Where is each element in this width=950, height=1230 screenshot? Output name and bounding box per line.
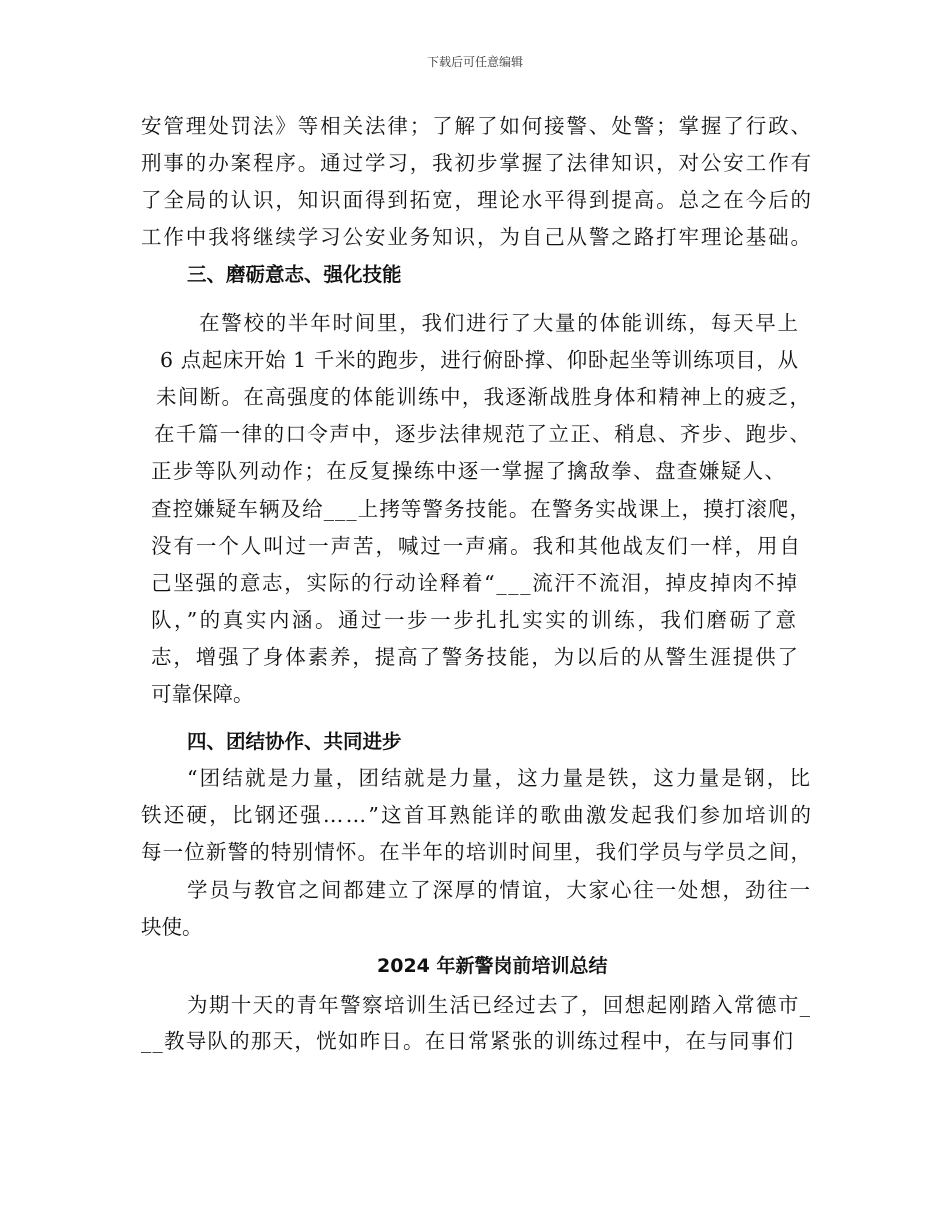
text-line: 为期十天的青年警察培训生活已经过去了，回想起刚踏入常德市_ bbox=[187, 993, 812, 1017]
text-line: 己坚强的意志，实际的行动诠释着“___流汗不流泪，掉皮掉肉不掉 bbox=[151, 571, 799, 595]
text-line: 学员与教官之间都建立了深厚的情谊，大家心往一处想，劲往一 bbox=[187, 878, 812, 902]
text-line: 正步等队列动作；在反复操练中逐一掌握了擒敌拳、盘查嫌疑人、 bbox=[151, 459, 787, 483]
text-line: 了全局的认识，知识面得到拓宽，理论水平得到提高。总之在今后的 bbox=[141, 188, 813, 212]
text-line: 块使。 bbox=[141, 915, 203, 939]
section-heading: 三、磨砺意志、强化技能 bbox=[187, 263, 402, 286]
text-line: 在千篇一律的口令声中，逐步法律规范了立正、稍息、齐步、跑步、 bbox=[154, 422, 812, 446]
text-line: 未间断。在高强度的体能训练中，我逐渐战胜身体和精神上的疲乏， bbox=[156, 385, 812, 409]
text-line: 队，”的真实内涵。通过一步一步扎扎实实的训练，我们磨砺了意 bbox=[151, 608, 799, 632]
text-line: 6 点起床开始 1 千米的跑步，进行俯卧撑、仰卧起坐等训练项目，从 bbox=[160, 348, 799, 372]
text-line: 铁还硬，比钢还强……”这首耳熟能详的歌曲激发起我们参加培训的 bbox=[141, 803, 814, 827]
page-header: 下载后可任意编辑 bbox=[426, 55, 523, 69]
section-heading: 四、团结协作、共同进步 bbox=[187, 730, 402, 753]
text-line: 每一位新警的特别情怀。在半年的培训时间里，我们学员与学员之间， bbox=[141, 840, 813, 864]
text-line: __教导队的那天，恍如昨日。在日常紧张的训练过程中，在与同事们 bbox=[141, 1029, 795, 1053]
text-line: 安管理处罚法》等相关法律；了解了如何接警、处警；掌握了行政、 bbox=[141, 114, 813, 138]
text-line: 查控嫌疑车辆及给___上拷等警务技能。在警务实战课上，摸打滚爬， bbox=[151, 497, 812, 521]
text-line: “团结就是力量，团结就是力量，这力量是铁，这力量是钢，比 bbox=[187, 766, 813, 790]
text-line: 工作中我将继续学习公安业务知识，为自己从警之路打牢理论基础。 bbox=[141, 225, 813, 249]
text-line: 可靠保障。 bbox=[151, 682, 254, 706]
text-line: 志，增强了身体素养，提高了警务技能，为以后的从警生涯提供了 bbox=[151, 645, 800, 669]
text-line: 刑事的办案程序。通过学习，我初步掌握了法律知识，对公安工作有 bbox=[141, 151, 813, 175]
text-line: 在警校的半年时间里，我们进行了大量的体能训练，每天早上 bbox=[199, 311, 800, 335]
document-title: 2024 年新警岗前培训总结 bbox=[377, 955, 608, 977]
text-line: 没有一个人叫过一声苦，喊过一声痛。我和其他战友们一样，用自 bbox=[151, 534, 802, 558]
